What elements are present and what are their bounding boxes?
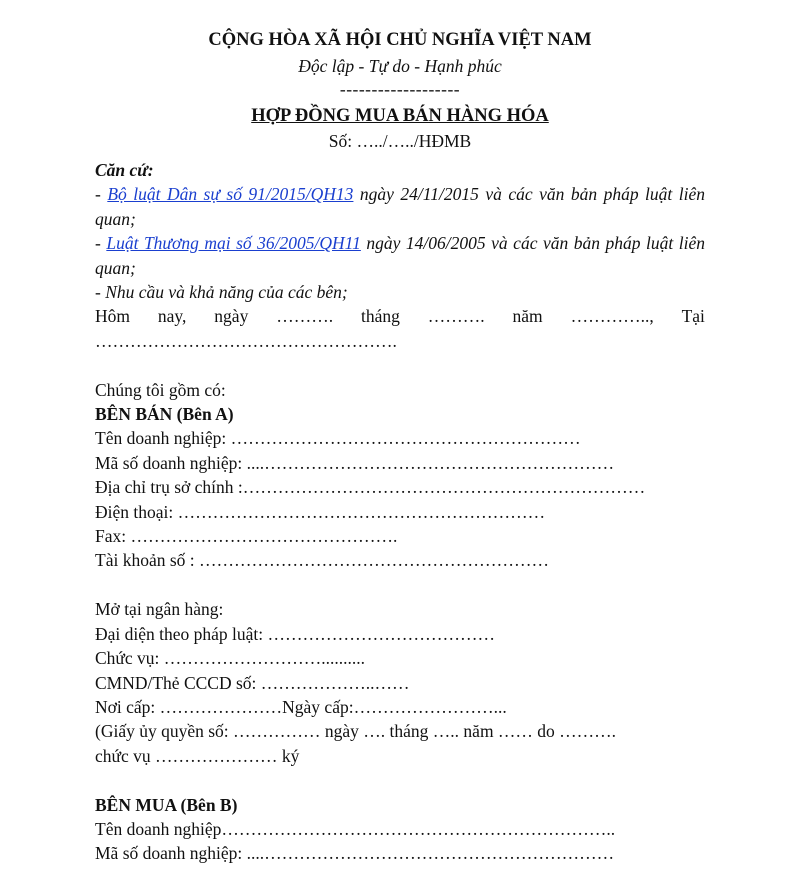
seller-fax-field: Fax: ……………………………………….: [95, 526, 398, 547]
seller-phone-field: Điện thoại: ………………………………………………………: [95, 501, 546, 522]
seller-id-card-field: CMND/Thẻ CCCD số: ………………..……: [95, 672, 410, 693]
dateline-word: nay,: [157, 306, 187, 327]
seller-bank-field: Mở tại ngân hàng:: [95, 599, 224, 620]
seller-authorization-signer: chức vụ ………………… ký: [95, 745, 300, 766]
document-title: HỢP ĐỒNG MUA BÁN HÀNG HÓA: [251, 106, 549, 126]
separator: -------------------: [339, 79, 461, 99]
buyer-tax-code-field: Mã số doanh nghiệp: ....……………………………………………………: [95, 843, 615, 864]
dateline-word: Tại: [681, 306, 705, 327]
basis-heading: Căn cứ:: [95, 160, 154, 180]
dateline-blank: …………..,: [570, 306, 654, 327]
seller-heading: BÊN BÁN (Bên A): [95, 404, 234, 425]
dateline-word: tháng: [360, 306, 400, 327]
seller-tax-code-field: Mã số doanh nghiệp: ....……………………………………………………: [95, 452, 615, 473]
dateline-blank: ……….: [427, 306, 485, 327]
basis-item-prefix: -: [95, 184, 108, 205]
dateline-place-blank: …………………………………………….: [95, 330, 397, 351]
buyer-company-field: Tên doanh nghiệp…………………………………………………………..: [95, 818, 616, 839]
nation-heading: CỘNG HÒA XÃ HỘI CHỦ NGHĨA VIỆT NAM: [208, 30, 592, 50]
document-number: Số: …../…../HĐMB: [328, 131, 472, 151]
dateline: [95, 304, 705, 328]
basis-item-needs: - Nhu cầu và khả năng của các bên;: [95, 282, 348, 303]
intro-text: Chúng tôi gồm có:: [95, 379, 226, 400]
spacer: [95, 353, 705, 377]
basis-item-commercial-law: [95, 231, 705, 280]
seller-authorization-field: (Giấy ủy quyền số: …………… ngày …. tháng ….. năm …… do ……….: [95, 721, 617, 742]
basis-item-prefix: -: [95, 233, 107, 254]
commercial-law-link[interactable]: Luật Thương mại số 36/2005/QH11: [106, 233, 361, 254]
spacer: [95, 573, 705, 597]
motto: Độc lập - Tự do - Hạnh phúc: [298, 56, 502, 76]
seller-address-field: Địa chỉ trụ sở chính :……………………………………………………………: [95, 477, 646, 498]
basis-item-civil-code: [95, 182, 705, 231]
seller-account-field: Tài khoản số : ……………………………………………………: [95, 550, 550, 571]
seller-issue-field: Nơi cấp: …………………Ngày cấp:……………………...: [95, 696, 507, 717]
basis-item-text: ngày 24/11/2015 và các văn bản pháp luật liên quan;: [95, 184, 705, 229]
dateline-word: ngày: [214, 306, 249, 327]
dateline-blank: ……….: [276, 306, 334, 327]
seller-company-field: Tên doanh nghiệp: ……………………………………………………: [95, 428, 581, 449]
dateline-word: năm: [512, 306, 543, 327]
spacer: [95, 768, 705, 792]
civil-code-link[interactable]: Bộ luật Dân sự số 91/2015/QH13: [107, 184, 354, 205]
basis-item-text: ngày 14/06/2005 và các văn bản pháp luật liên quan;: [95, 233, 706, 278]
seller-position-field: Chức vụ: ………………………..........: [95, 648, 366, 669]
buyer-heading: BÊN MUA (Bên B): [95, 794, 238, 815]
seller-representative-field: Đại diện theo pháp luật: …………………………………: [95, 623, 496, 644]
dateline-word: Hôm: [95, 306, 130, 327]
